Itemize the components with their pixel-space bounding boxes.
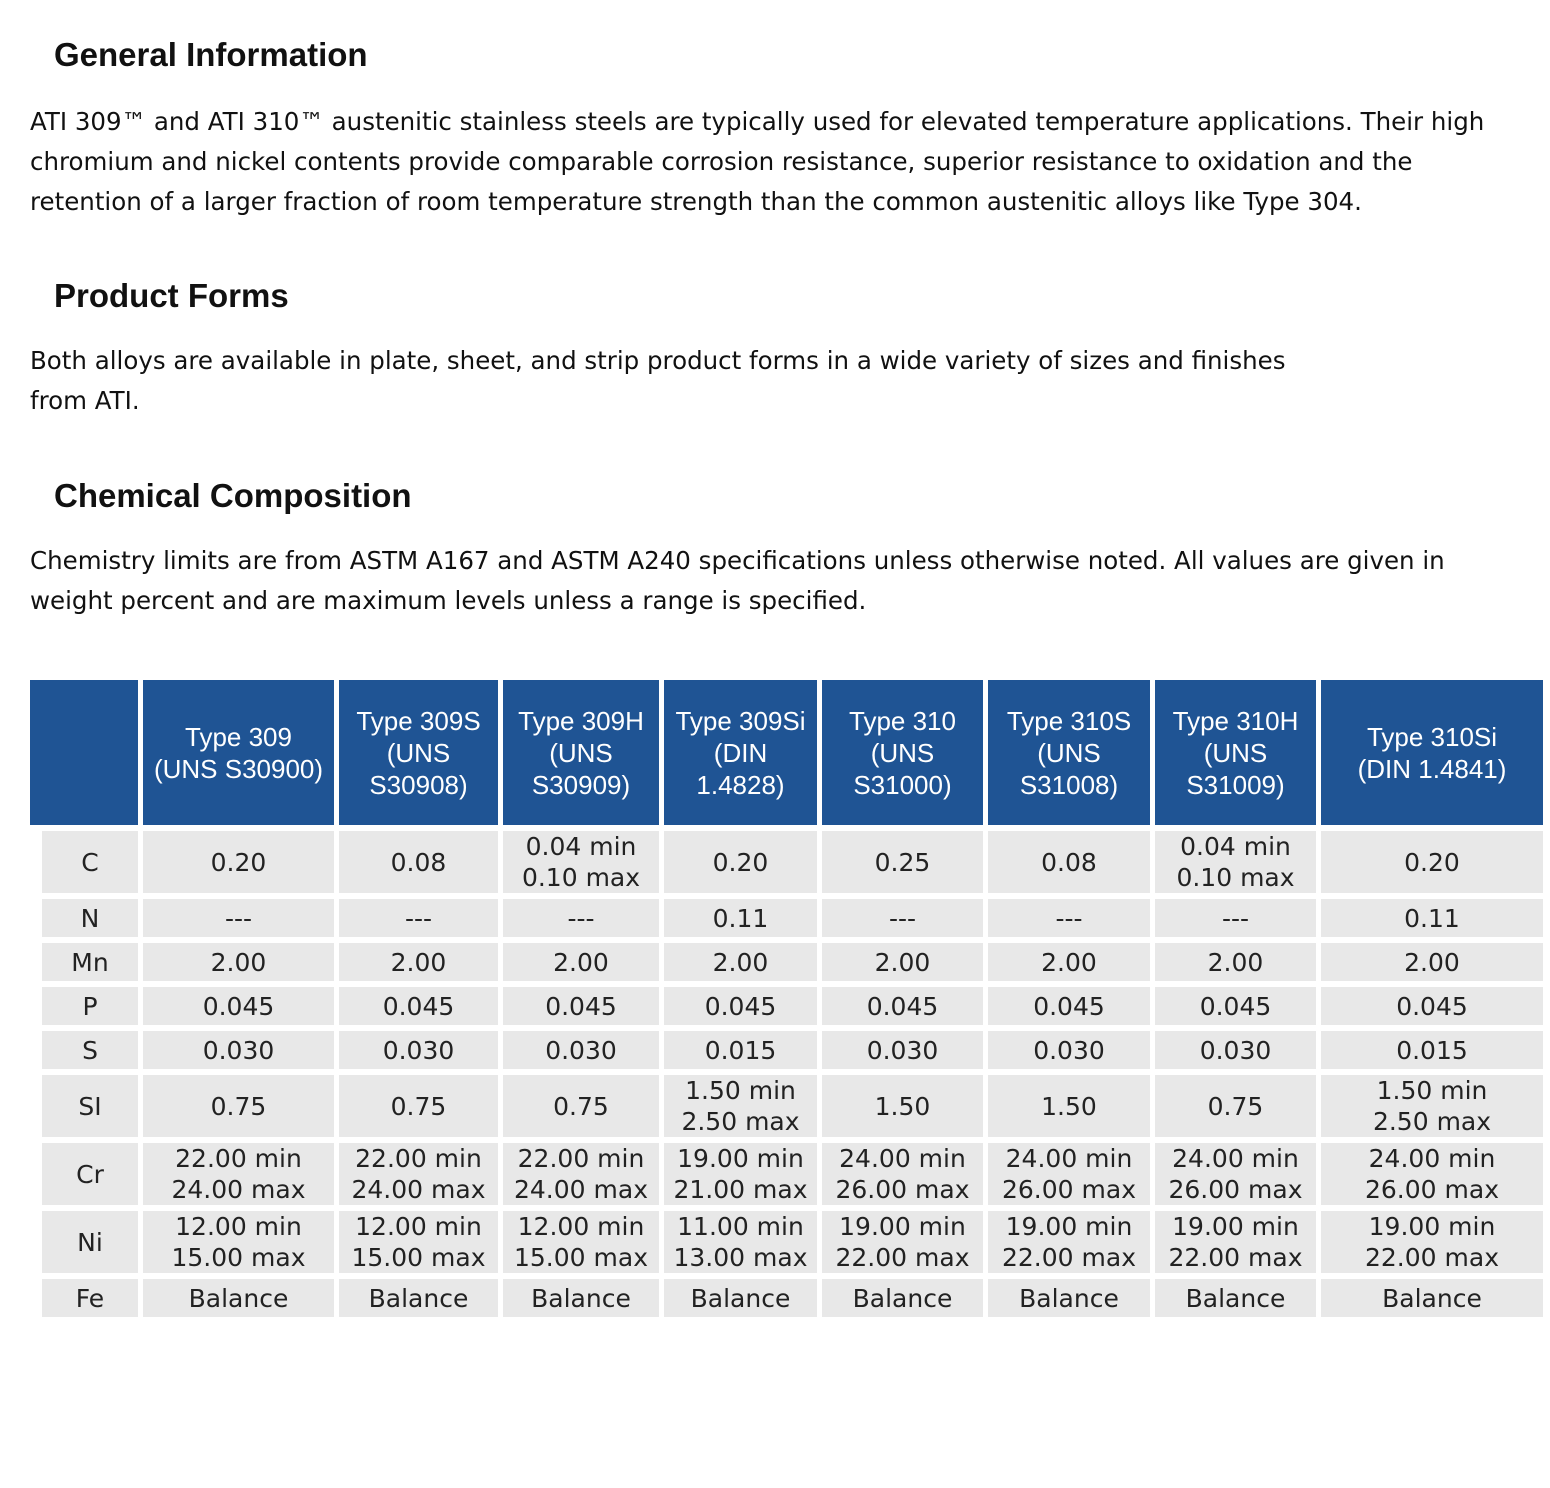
table-cell: 2.00	[339, 943, 498, 981]
column-header: Type 310 (UNS S31000)	[822, 680, 983, 825]
table-cell: Balance	[1155, 1279, 1316, 1317]
table-row	[30, 1211, 1544, 1273]
element-label: C	[42, 831, 138, 893]
table-cell: 19.00 min 22.00 max	[822, 1211, 983, 1273]
table-cell: 0.20	[664, 831, 817, 893]
table-cell: 0.11	[1321, 899, 1543, 937]
table-cell: ---	[503, 899, 659, 937]
table-cell: 0.030	[143, 1031, 334, 1069]
table-cell: 22.00 min 24.00 max	[339, 1143, 498, 1205]
table-cell: 0.25	[822, 831, 983, 893]
table-cell: 19.00 min 22.00 max	[988, 1211, 1150, 1273]
table-cell: 0.04 min 0.10 max	[1155, 831, 1316, 893]
table-row	[30, 1031, 1544, 1069]
table-cell: 0.030	[1155, 1031, 1316, 1069]
table-cell: 0.045	[143, 987, 334, 1025]
table-row	[30, 987, 1544, 1025]
table-cell: 0.030	[503, 1031, 659, 1069]
table-row	[30, 1075, 1544, 1137]
table-cell: 19.00 min 21.00 max	[664, 1143, 817, 1205]
table-cell: 24.00 min 26.00 max	[988, 1143, 1150, 1205]
element-label: N	[42, 899, 138, 937]
table-corner-cell	[30, 680, 138, 825]
table-cell: 19.00 min 22.00 max	[1155, 1211, 1316, 1273]
table-cell: Balance	[822, 1279, 983, 1317]
table-cell: 0.11	[664, 899, 817, 937]
table-cell: 0.045	[339, 987, 498, 1025]
table-cell: 2.00	[988, 943, 1150, 981]
table-row	[30, 1279, 1544, 1317]
column-header: Type 309H (UNS S30909)	[503, 680, 659, 825]
table-cell: 0.045	[503, 987, 659, 1025]
element-label: Mn	[42, 943, 138, 981]
table-cell: ---	[339, 899, 498, 937]
table-cell: Balance	[1321, 1279, 1543, 1317]
table-cell: 1.50 min 2.50 max	[1321, 1075, 1543, 1137]
table-cell: 0.030	[339, 1031, 498, 1069]
column-header: Type 310S (UNS S31008)	[988, 680, 1150, 825]
column-header: Type 309S (UNS S30908)	[339, 680, 498, 825]
table-cell: 0.015	[664, 1031, 817, 1069]
table-cell: 2.00	[822, 943, 983, 981]
table-cell: 0.045	[988, 987, 1150, 1025]
table-cell: 0.75	[143, 1075, 334, 1137]
table-cell: 22.00 min 24.00 max	[143, 1143, 334, 1205]
column-header: Type 310H (UNS S31009)	[1155, 680, 1316, 825]
table-cell: 2.00	[143, 943, 334, 981]
element-label: S	[42, 1031, 138, 1069]
table-cell: 22.00 min 24.00 max	[503, 1143, 659, 1205]
table-cell: 0.030	[822, 1031, 983, 1069]
table-row	[30, 831, 1544, 893]
table-cell: 12.00 min 15.00 max	[143, 1211, 334, 1273]
table-cell: 2.00	[1321, 943, 1543, 981]
table-cell: Balance	[339, 1279, 498, 1317]
table-header-row	[30, 680, 1544, 825]
column-header: Type 309Si (DIN 1.4828)	[664, 680, 817, 825]
column-header: Type 310Si (DIN 1.4841)	[1321, 680, 1543, 825]
table-cell: 2.00	[1155, 943, 1316, 981]
element-label: Fe	[42, 1279, 138, 1317]
table-cell: 2.00	[664, 943, 817, 981]
table-cell: 0.08	[988, 831, 1150, 893]
table-cell: ---	[143, 899, 334, 937]
table-cell: 0.75	[339, 1075, 498, 1137]
table-cell: 0.20	[143, 831, 334, 893]
table-cell: 12.00 min 15.00 max	[503, 1211, 659, 1273]
table-cell: ---	[822, 899, 983, 937]
table-cell: 0.045	[1321, 987, 1543, 1025]
table-cell: 11.00 min 13.00 max	[664, 1211, 817, 1273]
table-cell: 24.00 min 26.00 max	[1321, 1143, 1543, 1205]
general-information-text: ATI 309™ and ATI 310™ austenitic stainless steels are typically used for elevated temperature applications. Their high chromium and nickel contents provide comparable corrosion resistance, superior resistance to oxidation and the retention of a larger fraction of room temperature strength than the common austenitic alloys like Type 304.	[30, 107, 1485, 216]
table-row	[30, 943, 1544, 981]
table-cell: Balance	[143, 1279, 334, 1317]
product-forms-text: Both alloys are available in plate, sheet, and strip product forms in a wide variety of sizes and finishes from ATI.	[30, 346, 1286, 415]
table-cell: 0.75	[1155, 1075, 1316, 1137]
table-cell: 2.00	[503, 943, 659, 981]
chemical-composition-text: Chemistry limits are from ASTM A167 and ASTM A240 specifications unless otherwise noted. All values are given in weight percent and are maximum levels unless a range is specified.	[30, 546, 1445, 615]
table-cell: 19.00 min 22.00 max	[1321, 1211, 1543, 1273]
general-information-heading: General Information	[54, 36, 368, 73]
product-forms-heading: Product Forms	[54, 277, 289, 314]
table-cell: 0.015	[1321, 1031, 1543, 1069]
table-cell: 0.045	[1155, 987, 1316, 1025]
element-label: Cr	[42, 1143, 138, 1205]
table-cell: Balance	[988, 1279, 1150, 1317]
table-cell: ---	[988, 899, 1150, 937]
chemical-composition-heading: Chemical Composition	[54, 477, 412, 514]
table-row	[30, 1143, 1544, 1205]
table-cell: 0.045	[822, 987, 983, 1025]
table-cell: 24.00 min 26.00 max	[1155, 1143, 1316, 1205]
element-label: Ni	[42, 1211, 138, 1273]
element-label: P	[42, 987, 138, 1025]
table-cell: 0.08	[339, 831, 498, 893]
table-cell: 0.045	[664, 987, 817, 1025]
column-header: Type 309 (UNS S30900)	[143, 680, 334, 825]
table-cell: 1.50	[822, 1075, 983, 1137]
table-cell: ---	[1155, 899, 1316, 937]
table-cell: 1.50	[988, 1075, 1150, 1137]
table-cell: Balance	[503, 1279, 659, 1317]
table-cell: 24.00 min 26.00 max	[822, 1143, 983, 1205]
table-cell: 0.20	[1321, 831, 1543, 893]
table-cell: 1.50 min 2.50 max	[664, 1075, 817, 1137]
table-cell: 0.75	[503, 1075, 659, 1137]
element-label: SI	[42, 1075, 138, 1137]
table-cell: 12.00 min 15.00 max	[339, 1211, 498, 1273]
table-cell: Balance	[664, 1279, 817, 1317]
composition-table	[30, 680, 1544, 1323]
table-row	[30, 899, 1544, 937]
table-cell: 0.04 min 0.10 max	[503, 831, 659, 893]
table-cell: 0.030	[988, 1031, 1150, 1069]
